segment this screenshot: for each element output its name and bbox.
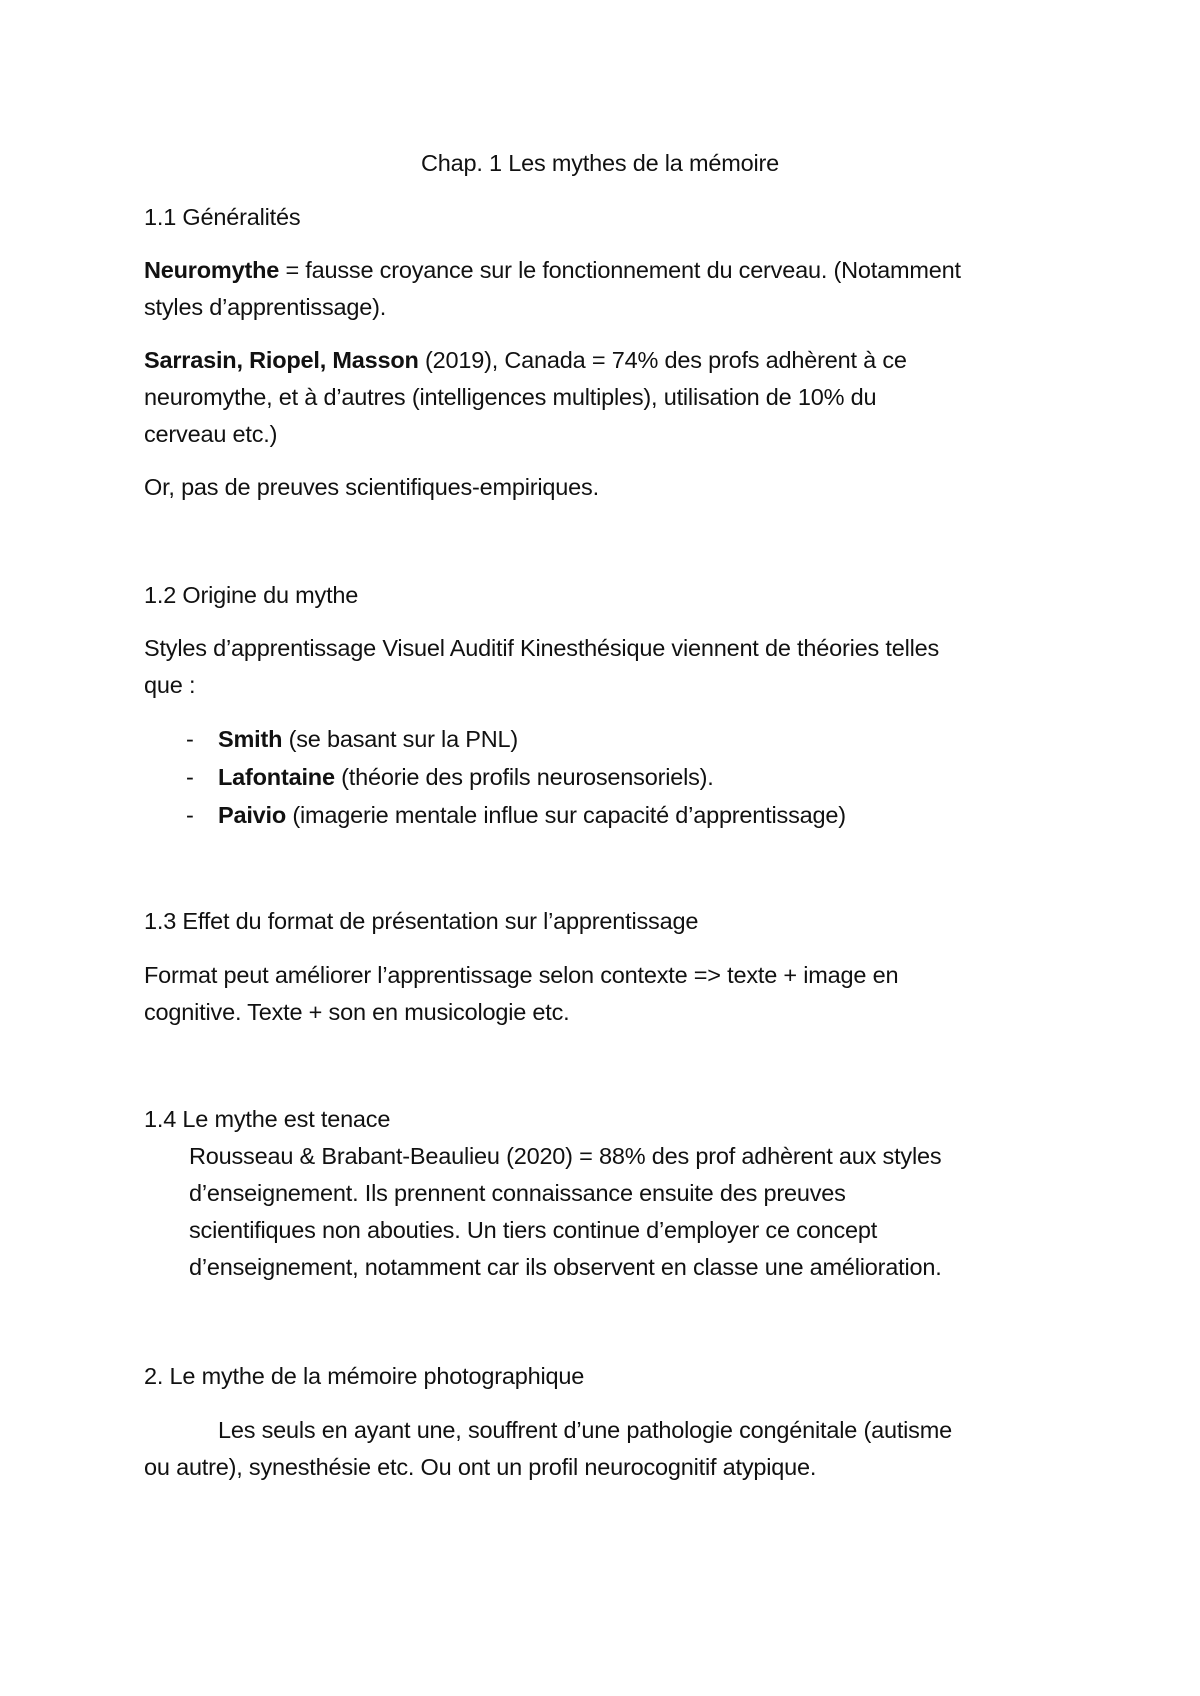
term-neuromythe: Neuromythe xyxy=(144,257,280,283)
text: (2019), Canada = 74% des profs adhèrent à ce xyxy=(418,347,907,373)
section-1-2-heading: 1.2 Origine du mythe xyxy=(144,582,359,608)
paragraph-neuromythe-line1 xyxy=(144,255,961,285)
paragraph-format-line2: cognitive. Texte + son en musicologie etc. xyxy=(144,999,570,1025)
list-item-smith xyxy=(218,724,518,754)
list-item-dash: - xyxy=(186,802,194,828)
list-item-paivio xyxy=(218,800,846,830)
document-title: Chap. 1 Les mythes de la mémoire xyxy=(420,150,780,176)
text: = fausse croyance sur le fonctionnement du cerveau. (Notamment xyxy=(279,257,961,283)
paragraph-rousseau-line2: d’enseignement. Ils prennent connaissance ensuite des preuves xyxy=(189,1180,846,1206)
paragraph-photographique-line1: Les seuls en ayant une, souffrent d’une pathologie congénitale (autisme xyxy=(218,1417,952,1443)
section-1-4-heading: 1.4 Le mythe est tenace xyxy=(144,1106,391,1132)
paragraph-sarrasin-line3: cerveau etc.) xyxy=(144,421,278,447)
section-2-heading: 2. Le mythe de la mémoire photographique xyxy=(144,1363,585,1389)
paragraph-rousseau-line4: d’enseignement, notamment car ils observent en classe une amélioration. xyxy=(189,1254,942,1280)
paragraph-format-line1: Format peut améliorer l’apprentissage selon contexte => texte + image en xyxy=(144,962,899,988)
author-smith: Smith xyxy=(218,726,283,752)
section-1-3-heading: 1.3 Effet du format de présentation sur l’apprentissage xyxy=(144,908,699,934)
list-item-dash: - xyxy=(186,726,194,752)
author-lafontaine: Lafontaine xyxy=(218,764,335,790)
text: (théorie des profils neurosensoriels). xyxy=(334,764,714,790)
paragraph-sarrasin-line1 xyxy=(144,345,907,375)
paragraph-photographique-line2: ou autre), synesthésie etc. Ou ont un profil neurocognitif atypique. xyxy=(144,1454,817,1480)
list-item-dash: - xyxy=(186,764,194,790)
text: (imagerie mentale influe sur capacité d’apprentissage) xyxy=(286,802,846,828)
section-1-1-heading: 1.1 Généralités xyxy=(144,204,301,230)
paragraph-sarrasin-line2: neuromythe, et à d’autres (intelligences multiples), utilisation de 10% du xyxy=(144,384,877,410)
authors-sarrasin: Sarrasin, Riopel, Masson xyxy=(144,347,419,373)
paragraph-rousseau-line3: scientifiques non abouties. Un tiers continue d’employer ce concept xyxy=(189,1217,878,1243)
text: (se basant sur la PNL) xyxy=(282,726,519,752)
paragraph-rousseau-line1: Rousseau & Brabant-Beaulieu (2020) = 88% des prof adhèrent aux styles xyxy=(189,1143,942,1169)
paragraph-styles-line2: que : xyxy=(144,672,196,698)
paragraph-styles-line1: Styles d’apprentissage Visuel Auditif Kinesthésique viennent de théories telles xyxy=(144,635,940,661)
paragraph-neuromythe-line2: styles d’apprentissage). xyxy=(144,294,387,320)
list-item-lafontaine xyxy=(218,762,714,792)
paragraph-preuves: Or, pas de preuves scientifiques-empiriques. xyxy=(144,474,599,500)
author-paivio: Paivio xyxy=(218,802,287,828)
